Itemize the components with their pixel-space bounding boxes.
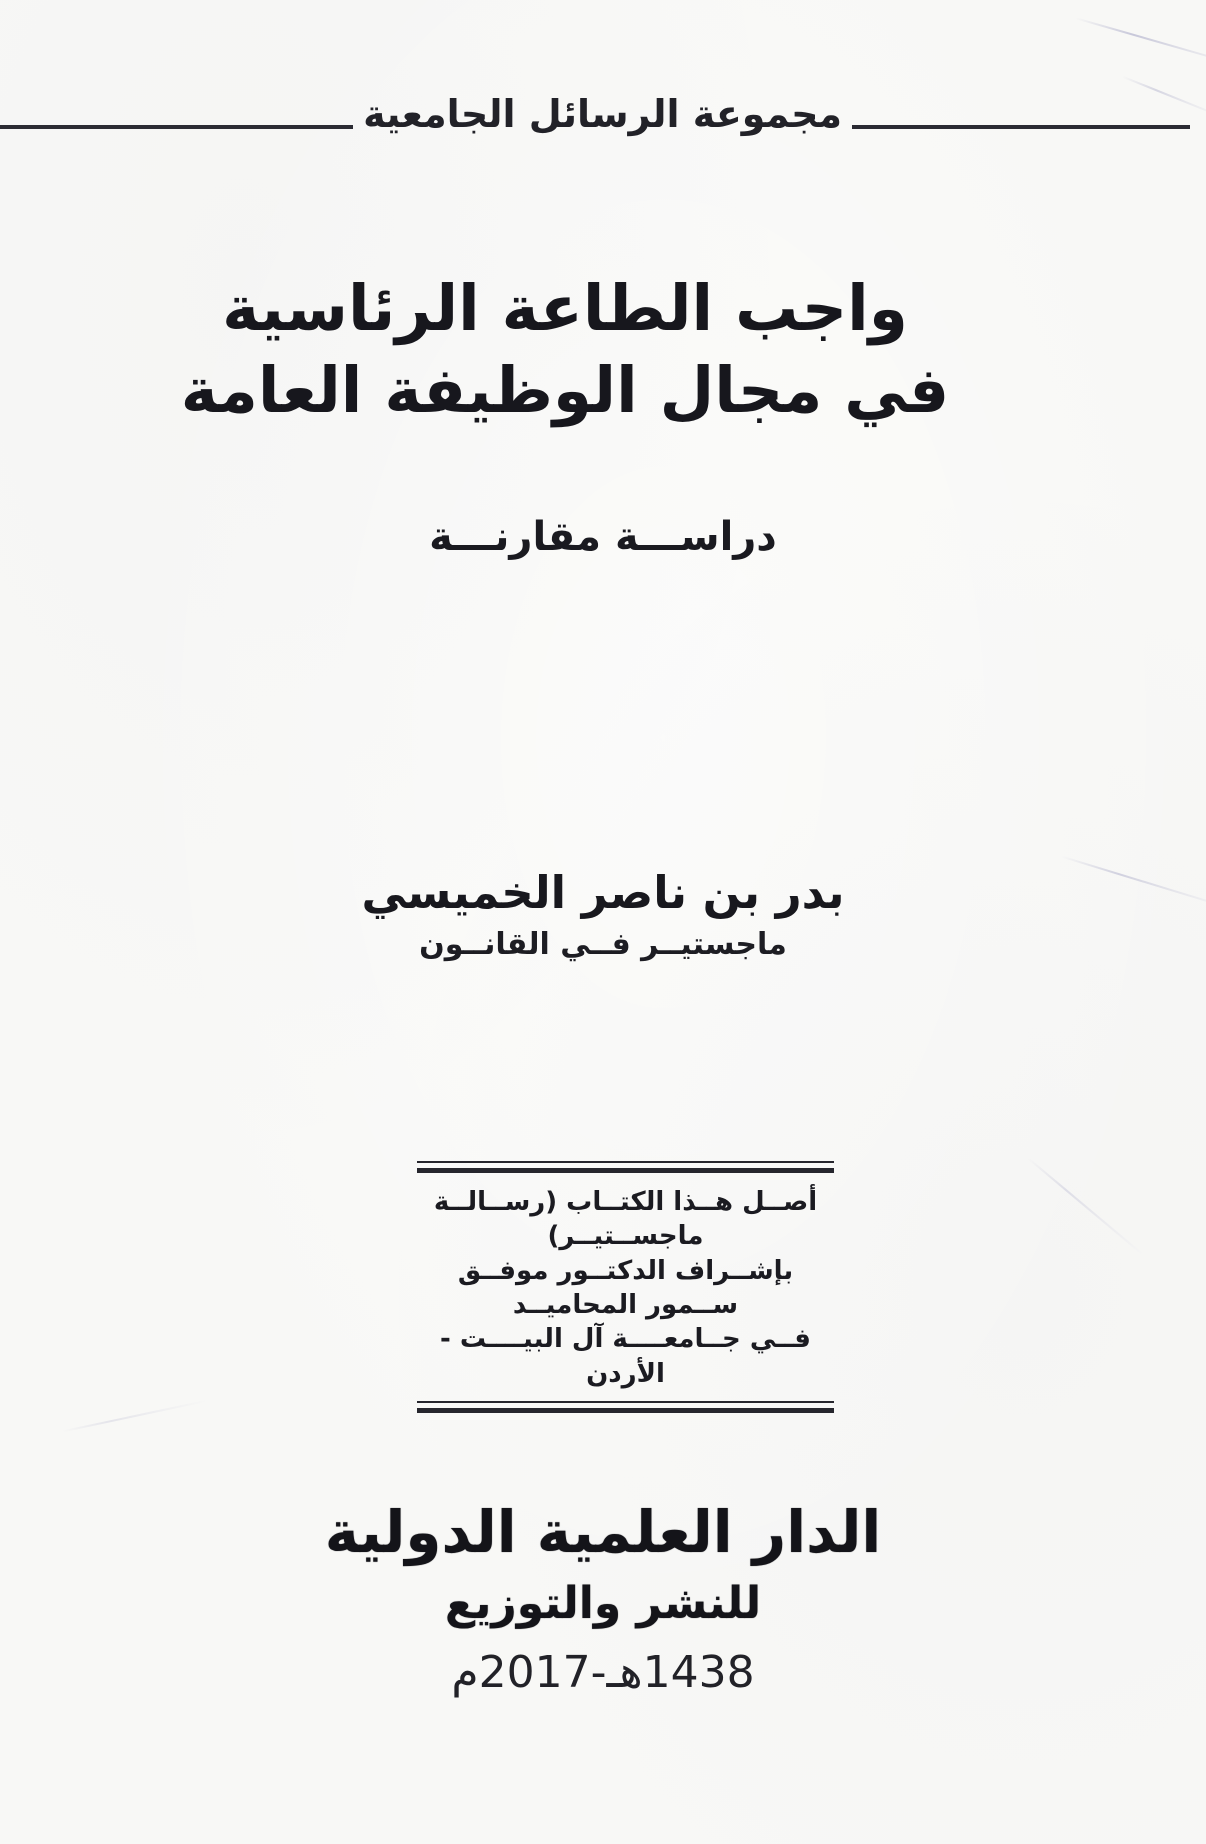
note-box-top-rule-thin [417,1161,834,1163]
author-degree: ماجستيــر فــي القانــون [419,927,787,962]
header-rule-left [0,125,353,129]
scan-crease [1027,1157,1143,1255]
note-text [417,1173,834,1401]
note-box-bottom-rule-thick [417,1408,834,1413]
publisher-block [0,1498,1206,1698]
header-rule-right [852,125,1190,129]
author-block [0,866,1206,962]
publisher-tagline-calligraphy: للنشر والتوزيع [444,1578,762,1629]
title-block [0,268,1130,432]
thesis-note-box [417,1161,834,1413]
note-line-1: أصــل هــذا الكتــاب (رســالــة ماجســتيــر) [433,1187,818,1252]
scan-crease [1075,17,1206,69]
book-title-line1: واجب الطاعة الرئاسية [222,272,908,345]
note-box-bottom-rule-thin [417,1401,834,1403]
book-title-line2: في مجال الوظيفة العامة [180,353,950,427]
publication-date: 1438هـ-2017م [451,1647,755,1698]
book-subtitle: دراســـة مقارنـــة [429,514,777,560]
series-title: مجموعة الرسائل الجامعية [363,92,842,136]
series-header [0,92,1190,136]
scan-crease [61,1399,208,1432]
publisher-name-calligraphy: الدار العلمية الدولية [324,1498,882,1566]
note-line-3: فــي جــامعــــة آل البيــــت - الأردن [440,1324,811,1389]
author-name: بدر بن ناصر الخميسي [361,866,845,919]
note-line-2: بإشــراف الدكتــور موفــق ســمور المحاميــد [457,1255,794,1320]
